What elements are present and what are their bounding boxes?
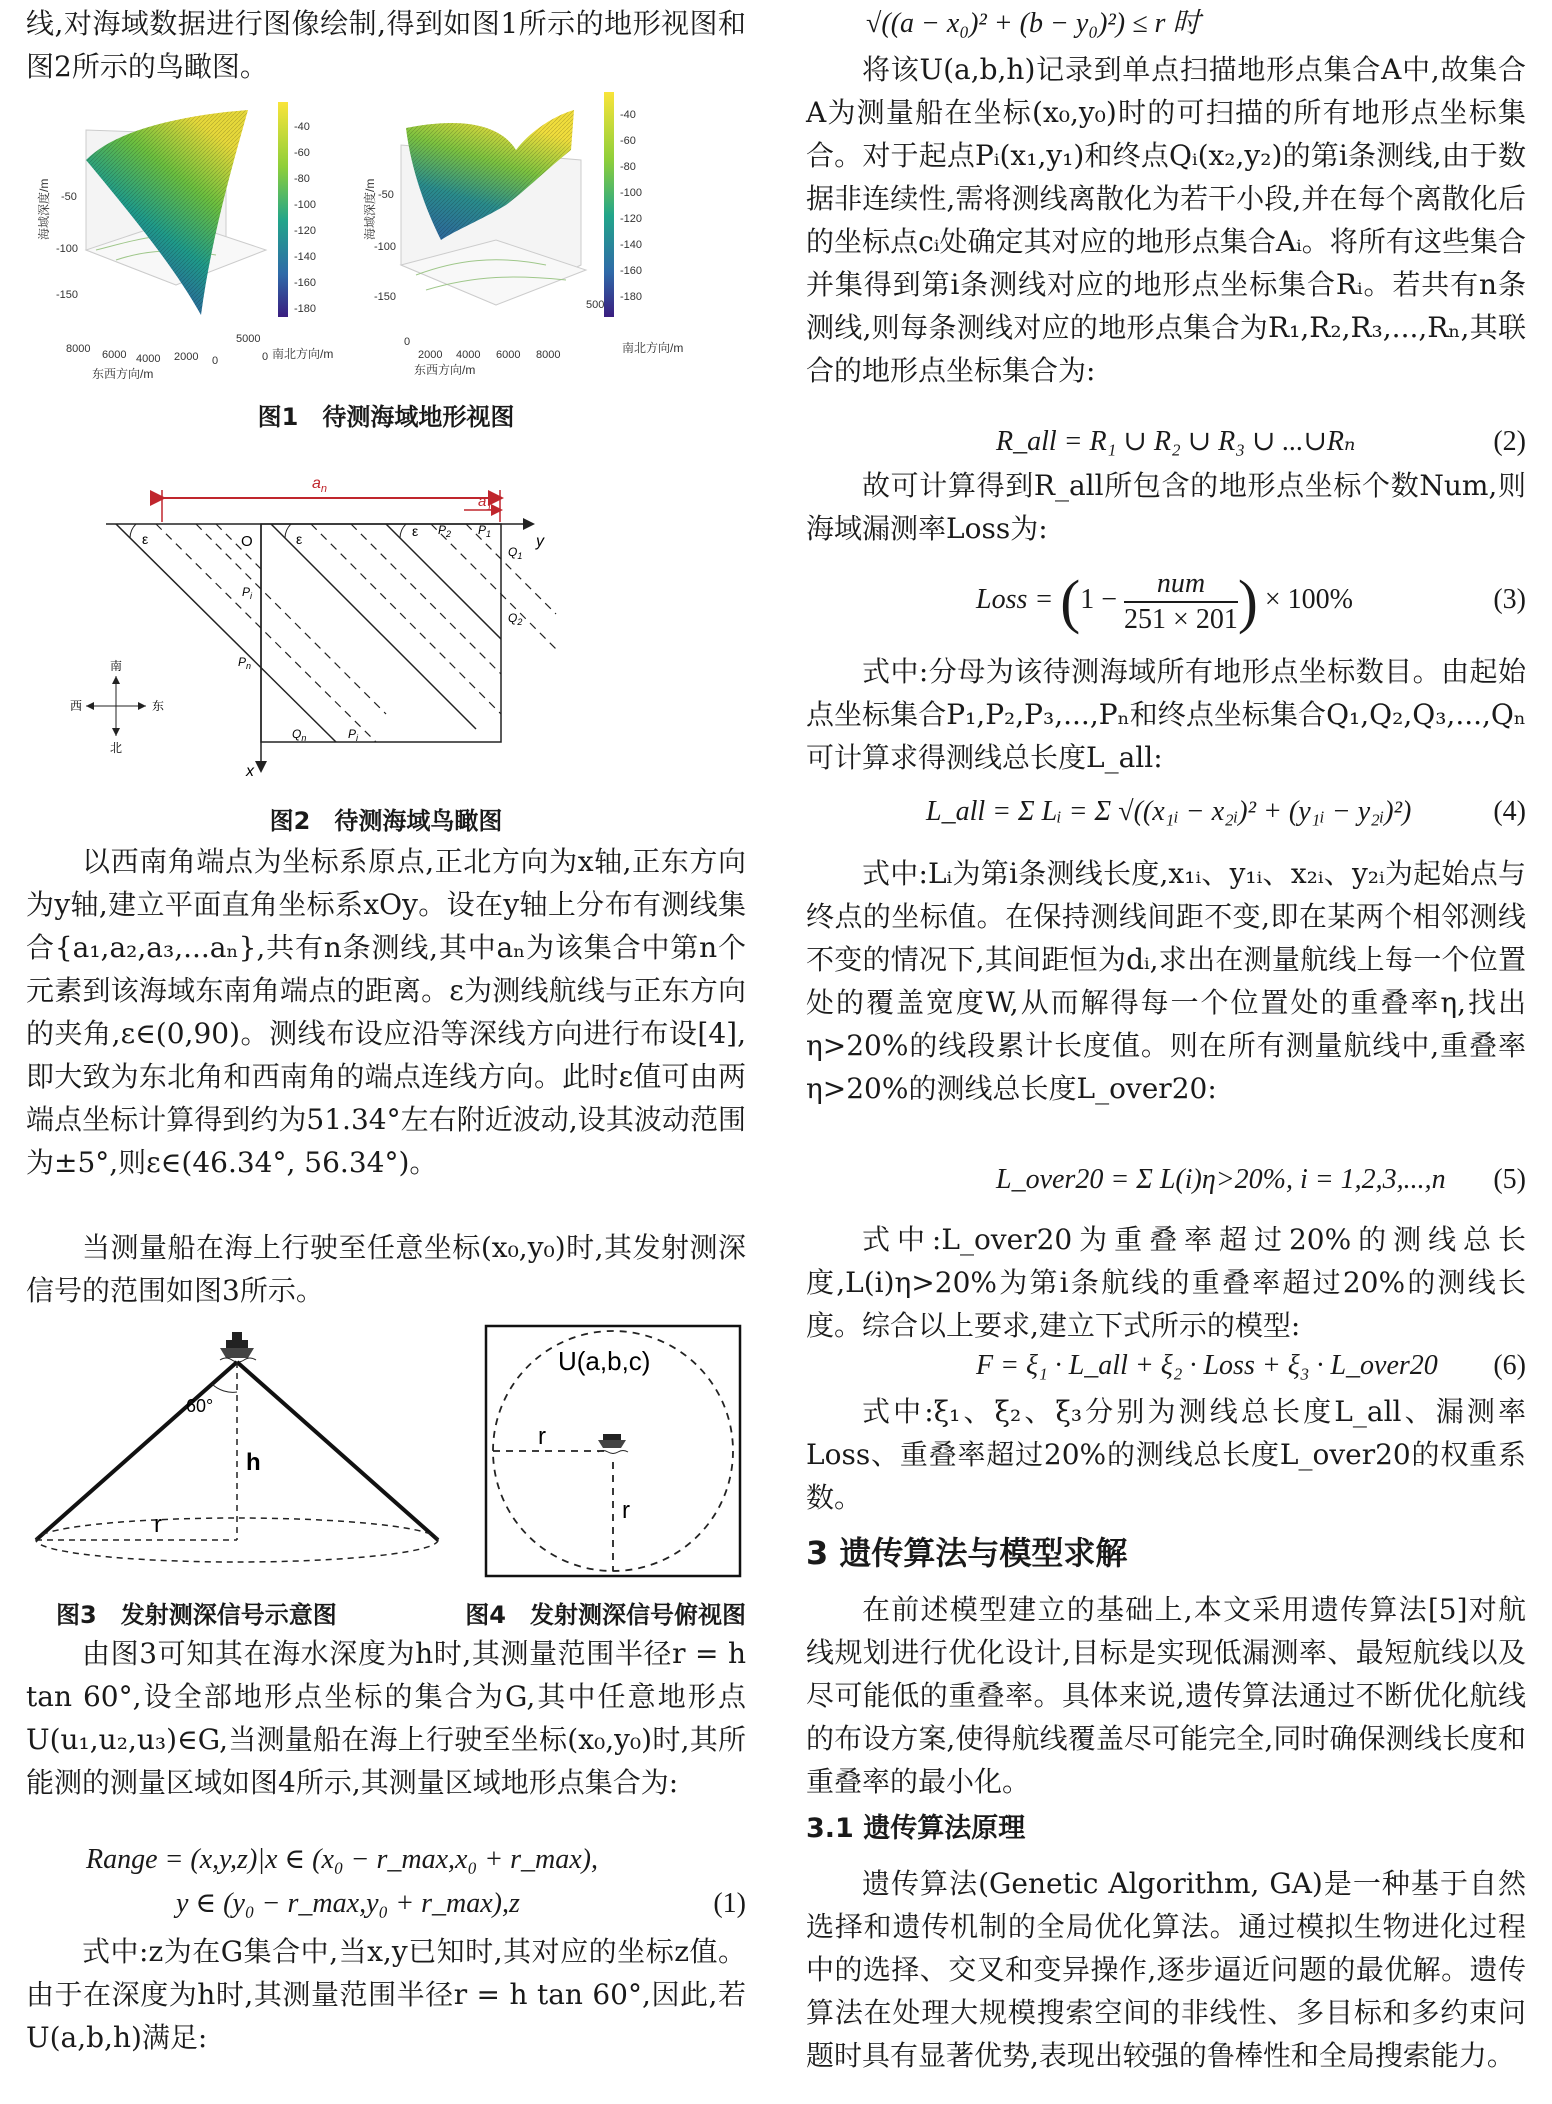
plot2-xtick: 0 bbox=[404, 336, 411, 348]
fig2-p2: $P_2$ bbox=[438, 523, 452, 539]
svg-text:-140: -140 bbox=[620, 239, 643, 251]
plot1-ztick: -100 bbox=[56, 243, 79, 255]
plot1-ztick: -50 bbox=[61, 191, 77, 203]
plot1-ytick: 0 bbox=[262, 351, 269, 363]
svg-text:东: 东 bbox=[152, 699, 165, 713]
equation-2: R_all = R₁ ∪ R₂ ∪ R₃ ∪ ...∪Rₙ (2) bbox=[806, 420, 1526, 464]
plot2-zlabel: 海域深度/m bbox=[363, 178, 377, 240]
svg-text:-40: -40 bbox=[620, 109, 636, 121]
body-paragraph: 遗传算法(Genetic Algorithm, GA)是一种基于自然选择和遗传机制的全局优化算法。通过模拟生物进化过程中的选择、交叉和变异操作,逐步逼近问题的最优解。遗传算法在处理大规模搜索空间的非线性、多目标和多约束问题时具有显著优势,表现出较强的鲁棒性和全局搜索能力。 bbox=[806, 1867, 1526, 2072]
equation-3-fraction: $\frac{\text{num}}{251 \times 201}$ bbox=[1124, 567, 1238, 635]
fig3-angle: 60° bbox=[186, 1396, 214, 1416]
body-paragraph: 将该U(a,b,h)记录到单点扫描地形点集合A中,故集合A为测量船在坐标(x₀,y₀)时的可扫描的所有地形点坐标集合。对于起点Pᵢ(x₁,y₁)和终点Qᵢ(x₂,y₂)的第i条测线,由于数据非连续性,需将测线离散化为若干小段,并在每个离散化后的坐标点cᵢ处确定其对应的地形点集合Aᵢ。将所有这些集合并集得到第i条测线对应的地形点坐标集合Rᵢ。若共有n条测线,则每条测线对应的地形点集合为R₁,R₂,R₃,...,Rₙ,其联合的地形点坐标集合为: bbox=[806, 53, 1526, 387]
body-paragraph: 式中:ξ₁、ξ₂、ξ₃分别为测线总长度L_all、漏测率Loss、重叠率超过20%的测线总长度L_over20的权重系数。 bbox=[806, 1395, 1526, 1514]
body-paragraph: 由图3可知其在海水深度为h时,其测量范围半径r = h tan 60°,设全部地形点坐标的集合为G,其中任意地形点U(u₁,u₂,u₃)∈G,当测量船在海上行驶至坐标(x₀,y₀)时,其所能测的测量区域如图4所示,其测量区域地形点集合为: bbox=[26, 1637, 746, 1799]
equation-number: (5) bbox=[1493, 1164, 1526, 1195]
svg-text:-180: -180 bbox=[620, 291, 643, 303]
plot1-xtick: 2000 bbox=[174, 351, 199, 363]
plot2-ztick: -150 bbox=[374, 291, 397, 303]
svg-text:-180: -180 bbox=[294, 303, 317, 315]
plot1-ylabel: 南北方向/m bbox=[272, 347, 334, 361]
plot1-ytick: 5000 bbox=[236, 333, 261, 345]
svg-text:-60: -60 bbox=[620, 135, 636, 147]
figure-3-caption: 图3 发射测深信号示意图 bbox=[56, 1601, 337, 1629]
equation-1-line-1: Range = (x,y,z)|x ∈ (x₀ − r_max,x₀ + r_max), bbox=[86, 1844, 598, 1875]
figure-2-birdseye-diagram bbox=[70, 470, 746, 780]
svg-text:-80: -80 bbox=[620, 161, 636, 173]
figure-4-caption: 图4 发射测深信号俯视图 bbox=[465, 1601, 746, 1629]
fig4-r-horizontal: r bbox=[538, 1423, 546, 1450]
equation-5: L_over20 = Σ L(i)η>20%, i = 1,2,3,...,n (5) bbox=[806, 1150, 1526, 1210]
plot2-xtick: 6000 bbox=[496, 349, 521, 361]
plot2-xtick: 2000 bbox=[418, 349, 443, 361]
svg-text:-140: -140 bbox=[294, 251, 317, 263]
plot1-xtick: 8000 bbox=[66, 343, 91, 355]
fig2-origin: O bbox=[241, 533, 253, 550]
ship-icon bbox=[220, 1332, 256, 1362]
equation-6: F = ξ₁ · L_all + ξ₂ · Loss + ξ₃ · L_over20 (6) bbox=[806, 1344, 1526, 1388]
equation-number: (1) bbox=[713, 1888, 746, 1919]
fig4-label: U(a,b,c) bbox=[558, 1346, 651, 1376]
svg-text:-100: -100 bbox=[294, 199, 317, 211]
plot1-xlabel: 东西方向/m bbox=[92, 367, 154, 381]
ship-icon bbox=[598, 1434, 628, 1454]
fig2-label-an: $a_n$ bbox=[312, 475, 328, 495]
intro-paragraph: 线,对海域数据进行图像绘制,得到如图1所示的地形视图和图2所示的鸟瞰图。 bbox=[26, 7, 746, 83]
plot1-ztick: -150 bbox=[56, 289, 79, 301]
terrain-plot-2 bbox=[362, 92, 683, 377]
condition-equation: √((a − x₀)² + (b − y₀)²) ≤ r 时 bbox=[866, 8, 1201, 39]
svg-text:-160: -160 bbox=[620, 265, 643, 277]
fig2-eps: ε bbox=[296, 531, 303, 547]
compass-icon bbox=[70, 658, 164, 755]
fig3-r: r bbox=[154, 1511, 162, 1538]
equation-number: (4) bbox=[1493, 796, 1526, 827]
fig2-p1: $P_1$ bbox=[478, 523, 492, 539]
figure-4-signal-topview bbox=[466, 1322, 746, 1580]
plot1-xtick: 0 bbox=[212, 355, 219, 367]
body-paragraph: 式中:z为在G集合中,当x,y已知时,其对应的坐标z值。由于在深度为h时,其测量范围半径r = h tan 60°,因此,若U(a,b,h)满足: bbox=[26, 1935, 746, 2054]
plot2-xtick: 4000 bbox=[456, 349, 481, 361]
plot2-colorbar-ticks bbox=[620, 109, 642, 303]
svg-text:-60: -60 bbox=[294, 147, 310, 159]
fig2-eps: ε bbox=[412, 523, 419, 539]
svg-text:-80: -80 bbox=[294, 173, 310, 185]
equation-4: L_all = Σ Lᵢ = Σ √((x₁ᵢ − x₂ᵢ)² + (y₁ᵢ − y₂ᵢ)²) (4) bbox=[806, 782, 1526, 842]
equation-number: (2) bbox=[1493, 426, 1526, 457]
svg-text:-160: -160 bbox=[294, 277, 317, 289]
plot2-ztick: -100 bbox=[374, 241, 397, 253]
svg-text:-40: -40 bbox=[294, 121, 310, 133]
equation-number: (3) bbox=[1493, 584, 1526, 615]
figure-2-caption: 图2 待测海域鸟瞰图 bbox=[269, 807, 503, 835]
equation-3: Loss = (1 − $\frac{\text{num}}{251 \times 201}$ ) × 100% (3) bbox=[806, 560, 1526, 640]
plot1-colorbar-ticks bbox=[294, 121, 316, 315]
body-paragraph: 以西南角端点为坐标系原点,正北方向为x轴,正东方向为y轴,建立平面直角坐标系xOy。设在y轴上分布有测线集合{a₁,a₂,a₃,...aₙ},共有n条测线,其中aₙ为该集合中第n个元素到该海域东南角端点的距离。ε为测线航线与正东方向的夹角,ε∈(0,90)。测线布设应沿等深线方向进行布设[4],即大致为东北角和西南角的端点连线方向。此时ε值可由两端点坐标计算得到约为51.34°左右附近波动,设其波动范围为±5°,则ε∈(46.34°, 56.34°)。 bbox=[26, 845, 746, 1179]
plot1-zlabel: 海域深度/m bbox=[37, 178, 51, 240]
fig2-axis-y: y bbox=[536, 533, 544, 550]
plot1-xtick: 4000 bbox=[136, 353, 161, 365]
svg-text:北: 北 bbox=[110, 741, 123, 755]
fig2-q1: $Q_1$ bbox=[508, 545, 523, 561]
plot2-ylabel: 南北方向/m bbox=[622, 341, 684, 355]
plot1-colorbar bbox=[278, 102, 288, 317]
equation-number: (6) bbox=[1493, 1350, 1526, 1381]
fig3-h: h bbox=[246, 1449, 261, 1476]
fig2-q2: $Q_2$ bbox=[508, 611, 523, 627]
body-paragraph: 式中:Lᵢ为第i条测线长度,x₁ᵢ、y₁ᵢ、x₂ᵢ、y₂ᵢ为起始点与终点的坐标值。在保持测线间距不变,即在某两个相邻测线不变的情况下,其间距恒为dᵢ,求出在测量航线上每一个位置处的覆盖宽度W,从而解得每一个位置处的重叠率η,找出η>20%的线段累计长度值。则在所有测量航线中,重叠率η>20%的测线总长度L_over20: bbox=[806, 857, 1526, 1105]
fig2-label-a1: $a_1$ bbox=[478, 493, 492, 513]
body-paragraph: 式中:L_over20为重叠率超过20%的测线总长度,L(i)η>20%为第i条航线的重叠率超过20%的测线长度。综合以上要求,建立下式所示的模型: bbox=[806, 1223, 1526, 1342]
terrain-plot-1 bbox=[36, 102, 333, 381]
plot2-ytick: 500 bbox=[586, 299, 605, 311]
svg-text:-120: -120 bbox=[294, 225, 317, 237]
body-paragraph: 在前述模型建立的基础上,本文采用遗传算法[5]对航线规划进行优化设计,目标是实现低漏测率、最短航线以及尽可能低的重叠率。具体来说,遗传算法通过不断优化航线的布设方案,使得航线覆盖尽可能完全,同时确保测线长度和重叠率的最小化。 bbox=[806, 1593, 1526, 1798]
fig2-axis-x: x bbox=[246, 763, 254, 780]
section-heading-3-1: 3.1 遗传算法原理 bbox=[806, 1813, 1026, 1844]
figure-3-signal-range bbox=[26, 1320, 466, 1580]
section-heading-3: 3 遗传算法与模型求解 bbox=[806, 1534, 1128, 1572]
svg-text:-120: -120 bbox=[620, 213, 643, 225]
plot2-ztick: -50 bbox=[378, 189, 394, 201]
fig2-pi-bottom: $P_i$ bbox=[348, 727, 359, 743]
body-paragraph: 式中:分母为该待测海域所有地形点坐标数目。由起始点坐标集合P₁,P₂,P₃,...,Pₙ和终点坐标集合Q₁,Q₂,Q₃,...,Qₙ可计算求得测线总长度L_all: bbox=[806, 655, 1526, 774]
fig2-pi: $P_i$ bbox=[242, 585, 253, 601]
fig2-qn: $Q_n$ bbox=[292, 727, 307, 743]
fig4-r-vertical: r bbox=[622, 1497, 630, 1524]
svg-text:-100: -100 bbox=[620, 187, 643, 199]
fig2-pn: $P_n$ bbox=[238, 655, 252, 671]
svg-text:南: 南 bbox=[110, 659, 123, 673]
figure-1-terrain-plots bbox=[26, 90, 746, 380]
plot2-xlabel: 东西方向/m bbox=[414, 363, 476, 377]
fig2-eps: ε bbox=[142, 531, 149, 547]
body-paragraph: 当测量船在海上行驶至任意坐标(x₀,y₀)时,其发射测深信号的范围如图3所示。 bbox=[26, 1231, 746, 1307]
plot2-colorbar bbox=[604, 92, 614, 317]
equation-1-line-2: y ∈ (y₀ − r_max,y₀ + r_max),z (1) bbox=[26, 1882, 746, 1926]
plot2-xtick: 8000 bbox=[536, 349, 561, 361]
plot1-xtick: 6000 bbox=[102, 349, 127, 361]
figure-1-caption: 图1 待测海域地形视图 bbox=[257, 403, 515, 431]
body-paragraph: 故可计算得到R_all所包含的地形点坐标个数Num,则海域漏测率Loss为: bbox=[806, 469, 1526, 545]
svg-text:西: 西 bbox=[70, 699, 83, 713]
